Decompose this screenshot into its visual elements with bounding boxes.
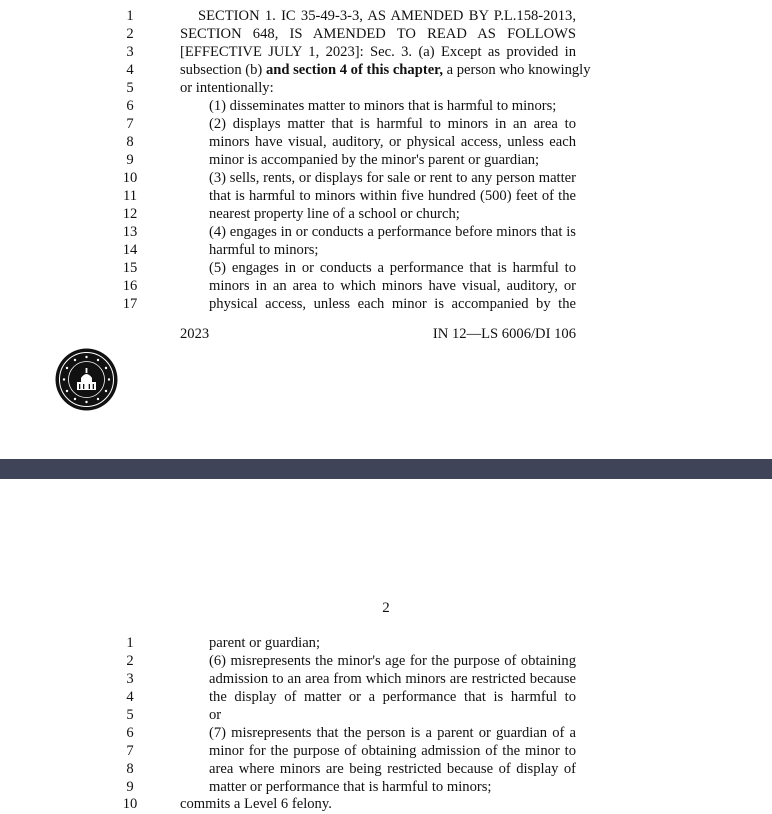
line-number: 2 <box>126 26 134 42</box>
line-row <box>0 133 772 151</box>
line-row <box>0 277 772 295</box>
line-text: (2) displays matter that is harmful to minors in an area to <box>209 116 576 132</box>
line-row <box>0 634 772 652</box>
line-number: 8 <box>126 134 134 150</box>
line-text: (6) misrepresents the minor's age for the purpose of obtaining <box>209 653 576 669</box>
line-number: 12 <box>122 206 138 222</box>
line-number: 3 <box>126 44 134 60</box>
footer-bill-id: IN 12—LS 6006/DI 106 <box>432 326 576 342</box>
line-row <box>0 295 772 313</box>
line-number: 10 <box>122 796 138 812</box>
line-row <box>0 724 772 742</box>
line-number: 6 <box>126 725 134 741</box>
footer-year: 2023 <box>180 326 210 342</box>
line-text: parent or guardian; <box>209 635 321 651</box>
line-row <box>0 778 772 796</box>
line-number: 1 <box>126 635 134 651</box>
line-row <box>0 187 772 205</box>
line-row <box>0 169 772 187</box>
line-row <box>0 43 772 61</box>
line-text: (1) disseminates matter to minors that is harmful to minors; <box>209 98 557 114</box>
line-row <box>0 151 772 169</box>
line-row <box>0 670 772 688</box>
line-text: SECTION 648, IS AMENDED TO READ AS FOLLOWS <box>180 26 576 42</box>
line-text: area where minors are being restricted because of display of <box>209 761 576 777</box>
line-row <box>0 688 772 706</box>
line-row <box>0 97 772 115</box>
line-text: subsection (b) and section 4 of this chapter, a person who knowingly <box>180 62 591 78</box>
line-number: 15 <box>122 260 138 276</box>
page-separator <box>0 459 772 479</box>
line-number: 1 <box>126 8 134 24</box>
line-text: or <box>209 707 222 723</box>
line-number: 13 <box>122 224 138 240</box>
state-seal-icon <box>55 348 118 411</box>
line-text: (7) misrepresents that the person is a parent or guardian of a <box>209 725 576 741</box>
line-number: 2 <box>126 653 134 669</box>
line-row <box>0 223 772 241</box>
line-number: 9 <box>126 779 134 795</box>
line-number: 4 <box>126 62 134 78</box>
line-text: physical access, unless each minor is accompanied by the <box>209 296 576 312</box>
line-number: 4 <box>126 689 134 705</box>
line-text: matter or performance that is harmful to minors; <box>209 779 492 795</box>
line-text: SECTION 1. IC 35-49-3-3, AS AMENDED BY P.L.158-2013, <box>198 8 576 24</box>
line-row <box>0 652 772 670</box>
line-text: (3) sells, rents, or displays for sale or rent to any person matter <box>209 170 576 186</box>
line-number: 9 <box>126 152 134 168</box>
line-number: 5 <box>126 80 134 96</box>
line-text: (5) engages in or conducts a performance that is harmful to <box>209 260 576 276</box>
line-number: 14 <box>122 242 138 258</box>
line-text: [EFFECTIVE JULY 1, 2023]: Sec. 3. (a) Except as provided in <box>180 44 576 60</box>
line-row <box>0 61 772 79</box>
line-number: 7 <box>126 116 134 132</box>
line-text: minors in an area to which minors have visual, auditory, or <box>209 278 576 294</box>
line-text: admission to an area from which minors are restricted because <box>209 671 576 687</box>
line-row <box>0 205 772 223</box>
line-row <box>0 795 772 813</box>
line-row <box>0 742 772 760</box>
line-row <box>0 7 772 25</box>
line-number: 11 <box>122 188 138 204</box>
line-text: that is harmful to minors within five hundred (500) feet of the <box>209 188 576 204</box>
line-number: 5 <box>126 707 134 723</box>
line-number: 10 <box>122 170 138 186</box>
amendment-insertion: and section 4 of this chapter, <box>265 62 443 78</box>
line-text: harmful to minors; <box>209 242 319 258</box>
line-number: 16 <box>122 278 138 294</box>
line-number: 7 <box>126 743 134 759</box>
line-text: or intentionally: <box>180 80 274 96</box>
line-text: nearest property line of a school or church; <box>209 206 460 222</box>
line-row <box>0 706 772 724</box>
line-row <box>0 79 772 97</box>
line-row <box>0 241 772 259</box>
line-number: 17 <box>122 296 138 312</box>
page-number: 2 <box>382 600 390 616</box>
line-text: minor is accompanied by the minor's parent or guardian; <box>209 152 540 168</box>
line-number: 6 <box>126 98 134 114</box>
line-text: commits a Level 6 felony. <box>180 796 332 812</box>
line-row <box>0 259 772 277</box>
line-text: minors have visual, auditory, or physical access, unless each <box>209 134 576 150</box>
line-row <box>0 760 772 778</box>
line-number: 8 <box>126 761 134 777</box>
line-row <box>0 115 772 133</box>
line-text: minor for the purpose of obtaining admission of the minor to <box>209 743 576 759</box>
line-text: (4) engages in or conducts a performance before minors that is <box>209 224 576 240</box>
line-row <box>0 25 772 43</box>
line-text: the display of matter or a performance that is harmful to <box>209 689 576 705</box>
line-number: 3 <box>126 671 134 687</box>
